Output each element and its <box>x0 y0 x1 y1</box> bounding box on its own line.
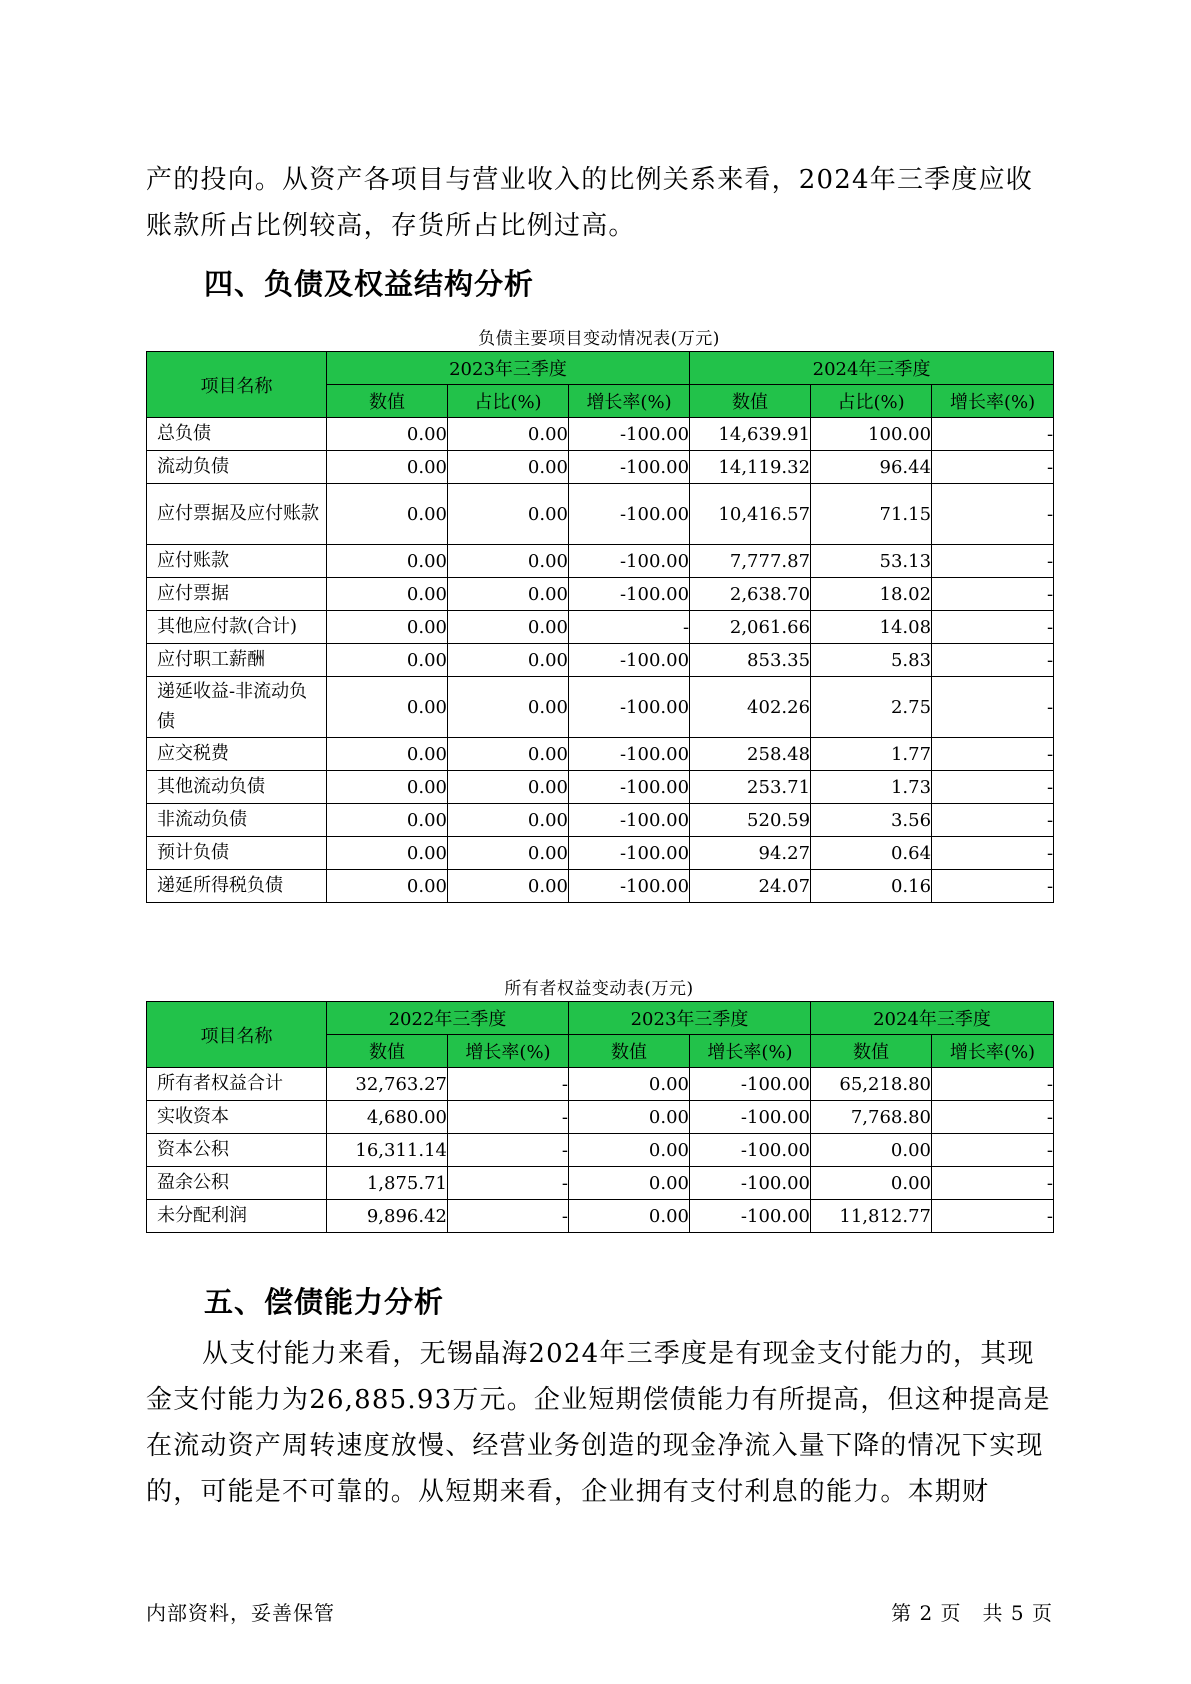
table-cell: - <box>932 1134 1054 1167</box>
table-cell: 0.00 <box>327 451 448 484</box>
liability-period-header: 2024年三季度 <box>690 352 1054 385</box>
row-label: 应交税费 <box>147 738 327 771</box>
row-label: 实收资本 <box>147 1101 327 1134</box>
table-cell: 0.00 <box>448 837 569 870</box>
table-cell: 0.00 <box>448 677 569 738</box>
table-row <box>147 870 1054 903</box>
table-cell: 0.00 <box>448 611 569 644</box>
table-cell: 0.64 <box>811 837 932 870</box>
table-cell: 258.48 <box>690 738 811 771</box>
table-cell: 94.27 <box>690 837 811 870</box>
table-cell: 100.00 <box>811 418 932 451</box>
table-cell: -100.00 <box>569 644 690 677</box>
table-cell: 2,638.70 <box>690 578 811 611</box>
row-label: 应付账款 <box>147 545 327 578</box>
table-cell: 71.15 <box>811 484 932 545</box>
table-cell: 0.00 <box>327 578 448 611</box>
table-cell: - <box>932 1068 1054 1101</box>
table-cell: - <box>932 804 1054 837</box>
table-row <box>147 738 1054 771</box>
table-cell: 4,680.00 <box>327 1101 448 1134</box>
equity-subheader: 数值 <box>811 1035 932 1068</box>
table-cell: - <box>932 771 1054 804</box>
equity-subheader: 增长率(%) <box>448 1035 569 1068</box>
table-cell: 1,875.71 <box>327 1167 448 1200</box>
table-cell: - <box>932 418 1054 451</box>
table-cell: 0.00 <box>569 1167 690 1200</box>
table-cell: - <box>448 1101 569 1134</box>
row-label: 递延收益-非流动负债 <box>147 677 327 738</box>
footer-left: 内部资料，妥善保管 <box>146 1601 335 1625</box>
equity-period-header: 2022年三季度 <box>327 1002 569 1035</box>
table-cell: 7,768.80 <box>811 1101 932 1134</box>
intro-line-2: 账款所占比例较高，存货所占比例过高。 <box>146 211 636 241</box>
table-cell: 14,119.32 <box>690 451 811 484</box>
table-cell: 96.44 <box>811 451 932 484</box>
table-cell: 0.00 <box>327 611 448 644</box>
liability-item-header: 项目名称 <box>147 352 327 418</box>
table-cell: 0.00 <box>448 484 569 545</box>
table-row <box>147 1134 1054 1167</box>
table-cell: 0.16 <box>811 870 932 903</box>
table-cell: 3.56 <box>811 804 932 837</box>
intro-paragraph <box>146 157 1052 249</box>
table-cell: -100.00 <box>569 771 690 804</box>
liability-subheader: 占比(%) <box>448 385 569 418</box>
table-cell: 2.75 <box>811 677 932 738</box>
table-cell: 0.00 <box>569 1200 690 1233</box>
equity-subheader: 数值 <box>327 1035 448 1068</box>
table-row <box>147 1068 1054 1101</box>
liability-subheader: 增长率(%) <box>932 385 1054 418</box>
table-cell: 853.35 <box>690 644 811 677</box>
table-cell: -100.00 <box>569 837 690 870</box>
table-cell: 0.00 <box>448 451 569 484</box>
table-row <box>147 644 1054 677</box>
table-cell: 0.00 <box>448 578 569 611</box>
equity-item-header: 项目名称 <box>147 1002 327 1068</box>
table-cell: -100.00 <box>690 1134 811 1167</box>
table-cell: 520.59 <box>690 804 811 837</box>
table-cell: -100.00 <box>569 677 690 738</box>
table-cell: 0.00 <box>569 1134 690 1167</box>
table-cell: -100.00 <box>569 578 690 611</box>
table-cell: - <box>448 1200 569 1233</box>
table-cell: - <box>932 738 1054 771</box>
section-5-title: 五、偿债能力分析 <box>204 1285 445 1319</box>
table-cell: 9,896.42 <box>327 1200 448 1233</box>
table-cell: 402.26 <box>690 677 811 738</box>
table-cell: 0.00 <box>448 804 569 837</box>
table-cell: - <box>932 1167 1054 1200</box>
table-cell: -100.00 <box>569 484 690 545</box>
table-cell: - <box>932 578 1054 611</box>
intro-line-1: 产的投向。从资产各项目与营业收入的比例关系来看，2024年三季度应收 <box>146 165 1033 195</box>
liability-table-caption: 负债主要项目变动情况表(万元) <box>478 329 720 349</box>
table-cell: 0.00 <box>327 677 448 738</box>
table-cell: 0.00 <box>327 738 448 771</box>
table-row <box>147 837 1054 870</box>
table-row <box>147 1101 1054 1134</box>
table-cell: 0.00 <box>327 484 448 545</box>
table-cell: 0.00 <box>811 1167 932 1200</box>
table-cell: - <box>932 677 1054 738</box>
table-cell: -100.00 <box>569 451 690 484</box>
table-cell: 5.83 <box>811 644 932 677</box>
table-cell: 0.00 <box>327 837 448 870</box>
row-label: 预计负债 <box>147 837 327 870</box>
equity-subheader: 数值 <box>569 1035 690 1068</box>
table-cell: 14,639.91 <box>690 418 811 451</box>
table-row <box>147 578 1054 611</box>
liability-subheader: 增长率(%) <box>569 385 690 418</box>
table-cell: - <box>932 611 1054 644</box>
table-cell: - <box>932 644 1054 677</box>
row-label: 其他应付款(合计) <box>147 611 327 644</box>
row-label: 其他流动负债 <box>147 771 327 804</box>
table-cell: -100.00 <box>690 1200 811 1233</box>
table-row <box>147 484 1054 545</box>
liability-table <box>146 351 1054 903</box>
table-cell: 1.77 <box>811 738 932 771</box>
table-cell: 0.00 <box>448 870 569 903</box>
table-cell: 0.00 <box>327 545 448 578</box>
table-cell: - <box>932 484 1054 545</box>
table-cell: 14.08 <box>811 611 932 644</box>
page-number: 第 2 页 共 5 页 <box>891 1601 1053 1625</box>
table-cell: - <box>932 1101 1054 1134</box>
table-cell: 0.00 <box>811 1134 932 1167</box>
row-label: 总负债 <box>147 418 327 451</box>
table-cell: - <box>932 870 1054 903</box>
table-cell: 0.00 <box>327 644 448 677</box>
row-label: 资本公积 <box>147 1134 327 1167</box>
equity-table <box>146 1001 1054 1233</box>
table-row <box>147 451 1054 484</box>
table-cell: 7,777.87 <box>690 545 811 578</box>
equity-period-header: 2024年三季度 <box>811 1002 1054 1035</box>
table-cell: - <box>932 1200 1054 1233</box>
equity-table-caption: 所有者权益变动表(万元) <box>504 979 694 999</box>
table-row <box>147 804 1054 837</box>
table-cell: -100.00 <box>690 1167 811 1200</box>
table-cell: 2,061.66 <box>690 611 811 644</box>
table-cell: -100.00 <box>569 545 690 578</box>
table-cell: -100.00 <box>690 1068 811 1101</box>
table-cell: 0.00 <box>327 870 448 903</box>
table-cell: 53.13 <box>811 545 932 578</box>
table-cell: -100.00 <box>569 804 690 837</box>
table-row <box>147 1167 1054 1200</box>
row-label: 所有者权益合计 <box>147 1068 327 1101</box>
row-label: 应付票据及应付账款 <box>147 484 327 545</box>
table-cell: 32,763.27 <box>327 1068 448 1101</box>
table-cell: 0.00 <box>569 1068 690 1101</box>
table-cell: - <box>448 1167 569 1200</box>
liability-subheader: 数值 <box>690 385 811 418</box>
table-cell: 0.00 <box>327 418 448 451</box>
liability-period-header: 2023年三季度 <box>327 352 690 385</box>
table-cell: - <box>932 451 1054 484</box>
liability-subheader: 占比(%) <box>811 385 932 418</box>
table-cell: 253.71 <box>690 771 811 804</box>
table-cell: 18.02 <box>811 578 932 611</box>
table-cell: 0.00 <box>448 738 569 771</box>
row-label: 应付职工薪酬 <box>147 644 327 677</box>
table-cell: - <box>569 611 690 644</box>
table-row <box>147 677 1054 738</box>
table-cell: 0.00 <box>448 418 569 451</box>
table-cell: 0.00 <box>448 644 569 677</box>
equity-subheader: 增长率(%) <box>690 1035 811 1068</box>
table-cell: -100.00 <box>569 418 690 451</box>
section-5-paragraph: 从支付能力来看，无锡晶海2024年三季度是有现金支付能力的，其现金支付能力为26,885.93万元。企业短期偿债能力有所提高，但这种提高是在流动资产周转速度放慢、经营业务创造的现金净流入量下降的情况下实现的，可能是不可靠的。从短期来看，企业拥有支付利息的能力。本期财 <box>146 1339 1051 1507</box>
table-cell: 24.07 <box>690 870 811 903</box>
row-label: 递延所得税负债 <box>147 870 327 903</box>
row-label: 流动负债 <box>147 451 327 484</box>
row-label: 未分配利润 <box>147 1200 327 1233</box>
table-cell: 16,311.14 <box>327 1134 448 1167</box>
table-cell: 0.00 <box>569 1101 690 1134</box>
table-cell: 1.73 <box>811 771 932 804</box>
equity-period-header: 2023年三季度 <box>569 1002 811 1035</box>
table-row <box>147 418 1054 451</box>
table-row <box>147 545 1054 578</box>
equity-subheader: 增长率(%) <box>932 1035 1054 1068</box>
table-cell: 0.00 <box>327 804 448 837</box>
table-cell: 11,812.77 <box>811 1200 932 1233</box>
table-cell: 0.00 <box>327 771 448 804</box>
table-cell: -100.00 <box>690 1101 811 1134</box>
table-cell: 10,416.57 <box>690 484 811 545</box>
table-row <box>147 1200 1054 1233</box>
table-cell: 0.00 <box>448 771 569 804</box>
row-label: 盈余公积 <box>147 1167 327 1200</box>
row-label: 非流动负债 <box>147 804 327 837</box>
table-cell: - <box>448 1068 569 1101</box>
section-4-title: 四、负债及权益结构分析 <box>204 267 535 301</box>
table-cell: 65,218.80 <box>811 1068 932 1101</box>
table-row <box>147 771 1054 804</box>
table-cell: 0.00 <box>448 545 569 578</box>
table-cell: -100.00 <box>569 738 690 771</box>
table-cell: -100.00 <box>569 870 690 903</box>
table-cell: - <box>932 545 1054 578</box>
table-row <box>147 611 1054 644</box>
table-cell: - <box>448 1134 569 1167</box>
table-cell: - <box>932 837 1054 870</box>
liability-subheader: 数值 <box>327 385 448 418</box>
row-label: 应付票据 <box>147 578 327 611</box>
